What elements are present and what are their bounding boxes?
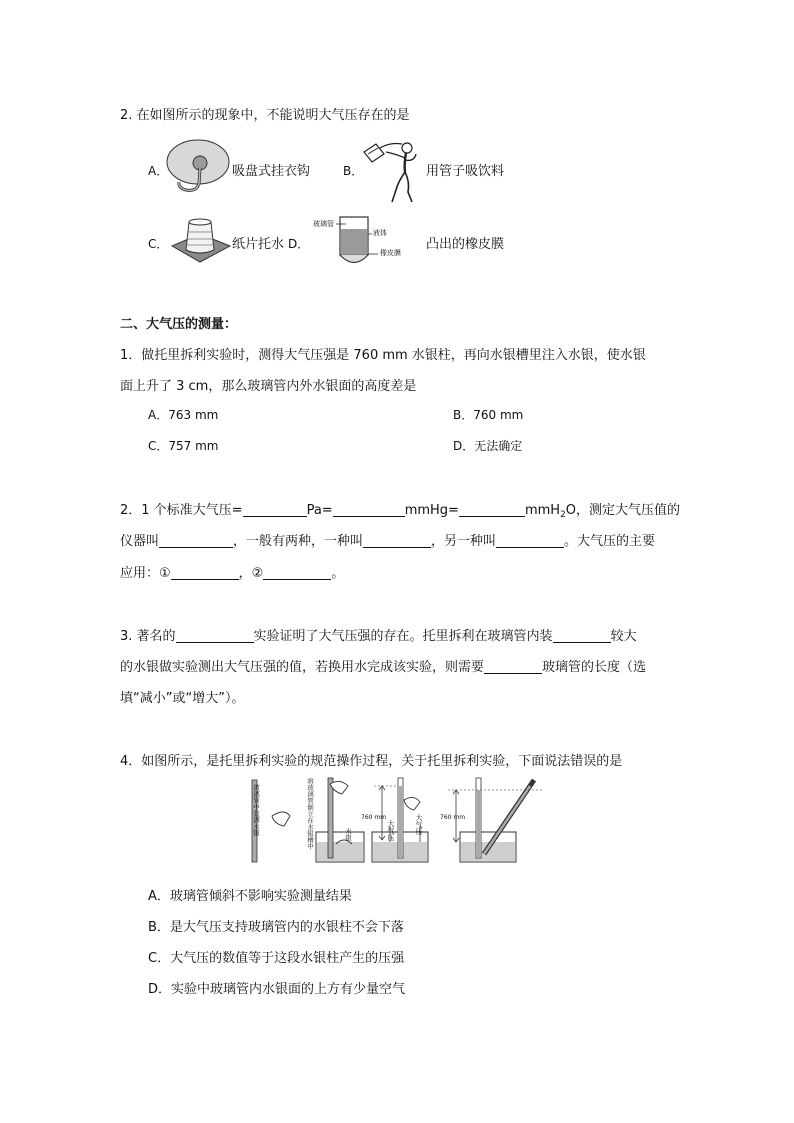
blank-app2[interactable] <box>263 565 331 580</box>
fig-label-atm1: 大气压 <box>387 820 395 841</box>
section-title: 二、大气压的测量： <box>120 317 238 332</box>
q4-option-d <box>148 978 405 997</box>
q4-option-c-text: 大气压的数值等于这段水银柱产生的压强 <box>170 951 405 966</box>
q1-option-d <box>453 437 522 454</box>
q4-stem: 4．如图所示，是托里拆利实验的规范操作过程，关于托里拆利实验，下面说法错误的是 <box>120 754 623 769</box>
q1-stem-line2: 面上升了 3 cm，那么玻璃管内外水银面的高度差是 <box>120 379 417 394</box>
q2-line2-b: ，一般有两种，一种叫 <box>233 534 364 549</box>
q1-option-c-text: 757 mm <box>168 439 219 453</box>
fig-d-tube-label: 玻璃管 <box>313 220 334 228</box>
blank-famous-experiment[interactable] <box>176 628 254 643</box>
q1-option-b-letter: B． <box>453 408 474 422</box>
q2-option-a-text: 吸盘式挂衣钩 <box>232 164 311 179</box>
q1-stem-line1: 1．做托里拆利实验时，测得大气压强是 760 mm 水银柱，再向水银槽里注入水银，使水银 <box>120 348 646 363</box>
drinking-straw-figure <box>362 136 422 206</box>
q1-option-a-letter: A． <box>148 408 169 422</box>
q4-option-c-letter: C． <box>148 951 171 966</box>
q2-option-d-text: 凸出的橡皮膜 <box>426 237 505 252</box>
q2-fill-intro: 2．1 个标准大气压= <box>120 503 243 518</box>
q3-line1-b: 实验证明了大气压强的存在。托里拆利在玻璃管内装 <box>253 629 553 644</box>
fig-label-atm2: 大气压 <box>415 814 423 835</box>
q2-option-d-letter: D． <box>288 237 310 251</box>
q4-option-d-text: 实验中玻璃管内水银面的上方有少量空气 <box>171 982 406 997</box>
fig-label-fill: 玻璃管中装满水银 <box>252 784 260 836</box>
q1-option-d-text: 无法确定 <box>474 439 523 453</box>
unit-pa: Pa= <box>306 503 333 518</box>
fig-d-liquid-label: 液体 <box>373 229 387 237</box>
q1-option-c-letter: C． <box>148 439 169 453</box>
fig-label-h1: 760 mm <box>361 814 387 821</box>
q1-option-a-text: 763 mm <box>168 408 219 422</box>
unit-mmh2o-prefix: mmH <box>524 503 561 518</box>
blank-app1[interactable] <box>171 565 239 580</box>
q2-line2-a: 仪器叫 <box>120 534 160 549</box>
blank-mmhg[interactable] <box>333 502 405 517</box>
q1-option-d-letter: D． <box>453 439 475 453</box>
unit-mmhg: mmHg= <box>404 503 459 518</box>
blank-change[interactable] <box>484 659 542 674</box>
q3-line2-a: 的水银做实验测出大气压强的值，若换用水完成该实验，则需要 <box>120 660 485 675</box>
q2-option-c-text: 纸片托水 <box>232 237 285 252</box>
q4-option-a-text: 玻璃管倾斜不影响实验测量结果 <box>169 889 352 904</box>
q3-line1-a: 3. 著名的 <box>120 629 176 644</box>
q1-option-b <box>453 406 523 423</box>
q1-option-b-text: 760 mm <box>473 408 524 422</box>
q1-option-c <box>148 437 219 454</box>
fig-label-mercury: 水银 <box>344 828 352 841</box>
q3-line2 <box>120 656 646 675</box>
q3-line3: 填“减小”或“增大”）。 <box>120 691 245 706</box>
q4-option-a-letter: A． <box>148 889 170 904</box>
blank-property[interactable] <box>553 628 611 643</box>
q2-option-b-text: 用管子吸饮料 <box>426 164 505 179</box>
q2-line2-d: 。大气压的主要 <box>564 534 656 549</box>
q2-stem: 2. 在如图所示的现象中，不能说明大气压存在的是 <box>120 108 410 123</box>
q4-option-b <box>148 916 404 935</box>
q4-option-b-letter: B． <box>148 920 170 935</box>
q2-fill-line1 <box>120 499 680 520</box>
blank-type1[interactable] <box>363 533 431 548</box>
q3-line1 <box>120 625 637 644</box>
q4-option-d-letter: D． <box>148 982 172 997</box>
q3-line2-b: 玻璃管的长度（选 <box>542 660 647 675</box>
blank-type2[interactable] <box>496 533 564 548</box>
fig-label-h2: 760 mm <box>440 814 466 821</box>
fig-label-invert: 将玻璃管倒立在水银槽中 <box>306 778 314 850</box>
q2-fill-line3 <box>120 562 344 581</box>
q2-line3-c: 。 <box>331 566 345 581</box>
blank-instrument[interactable] <box>159 533 233 548</box>
q2-line3-a: 应用：① <box>120 566 171 581</box>
paper-water-cup-figure <box>170 212 232 270</box>
fig-d-membrane-label: 橡皮膜 <box>380 249 401 257</box>
q2-option-c-letter: C． <box>148 237 169 251</box>
q2-line2-c: ，另一种叫 <box>431 534 497 549</box>
q2-option-a-letter: A． <box>148 164 169 178</box>
q2-line3-b: ，② <box>238 566 264 581</box>
q1-option-a <box>148 406 218 423</box>
blank-mmh2o[interactable] <box>459 502 525 517</box>
q4-option-b-text: 是大气压支持玻璃管内的水银柱不会下落 <box>169 920 404 935</box>
q2-fill-line2 <box>120 530 655 549</box>
unit-mmh2o-sub: 2 <box>560 510 566 520</box>
q2-option-b-letter: B． <box>343 164 364 178</box>
q3-line1-c: 较大 <box>610 629 637 644</box>
blank-pa[interactable] <box>243 502 307 517</box>
q4-option-a <box>148 885 352 904</box>
unit-mmh2o-suffix: O，测定大气压值的 <box>565 503 681 518</box>
suction-hook-figure <box>166 138 232 196</box>
q4-option-c <box>148 947 404 966</box>
